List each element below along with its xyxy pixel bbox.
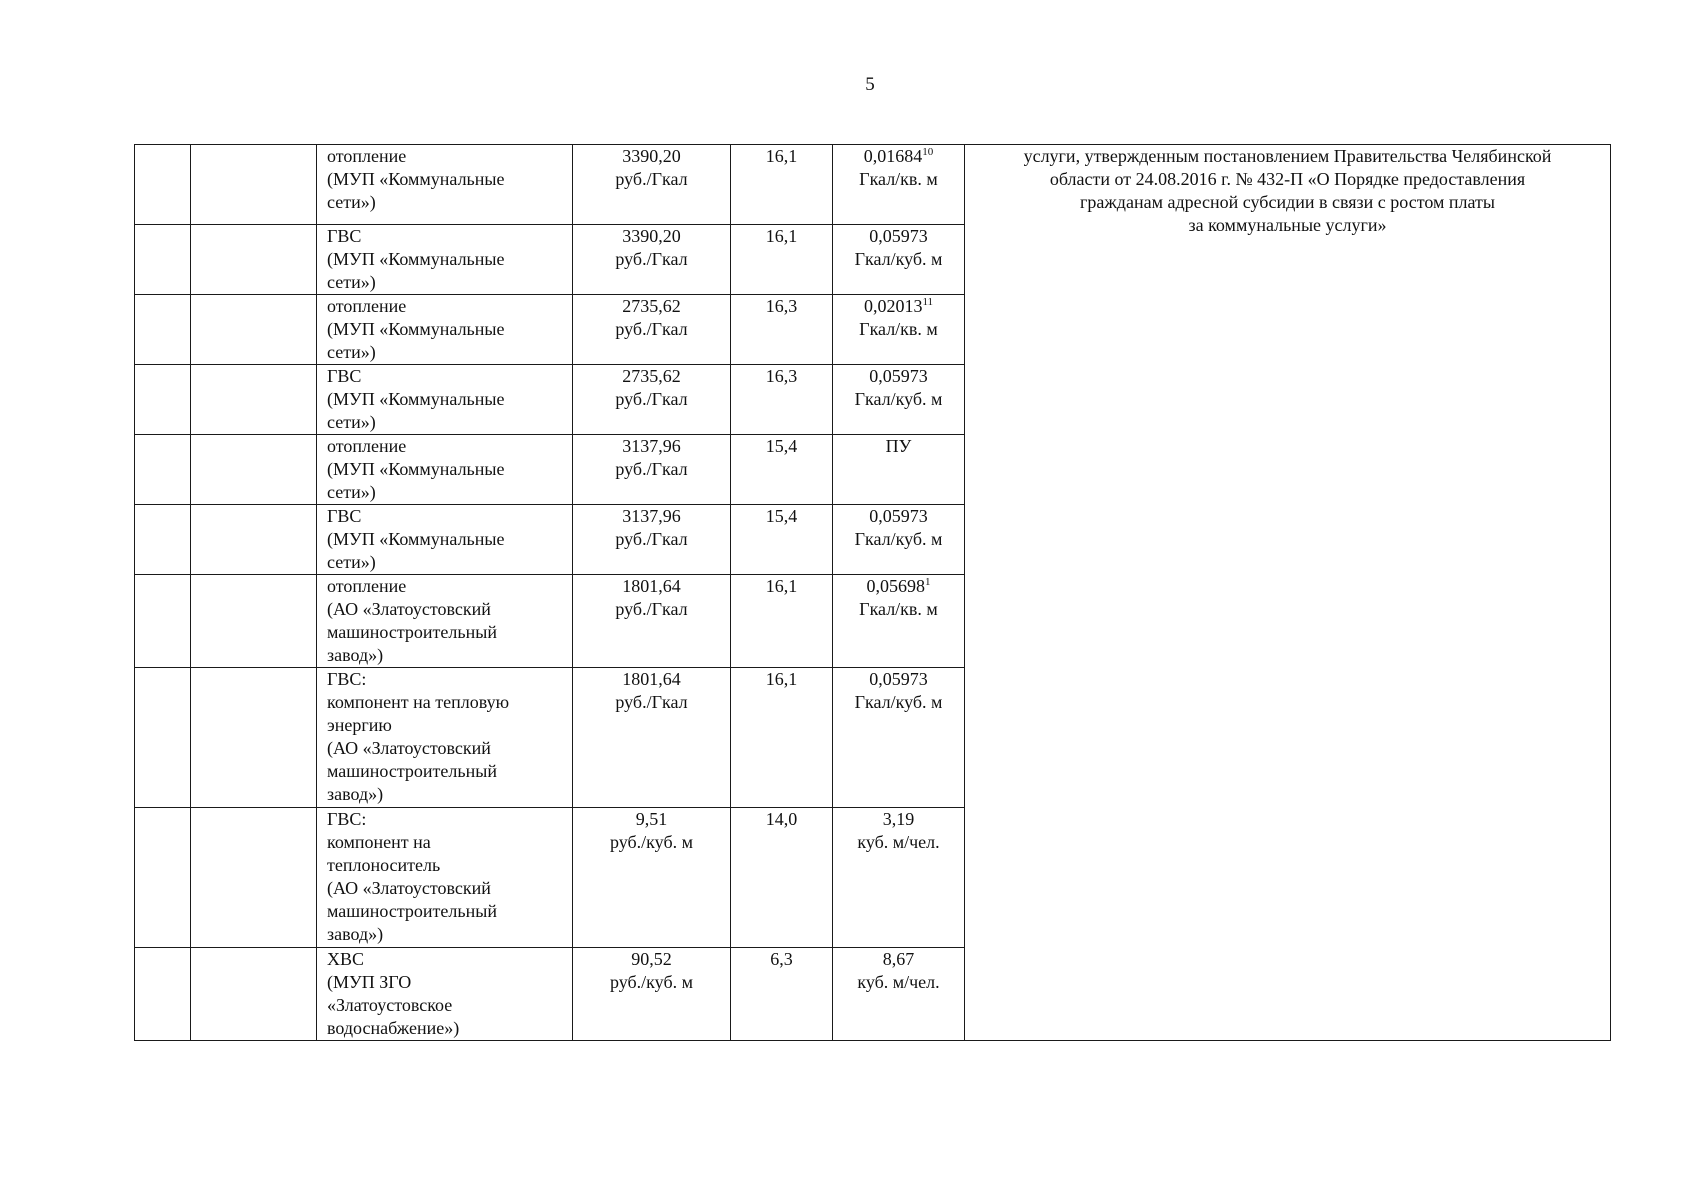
norm-value: 0,05973: [869, 669, 928, 689]
service-line: отопление: [327, 576, 407, 596]
service-line: сети»): [327, 552, 376, 572]
norm-unit: Гкал/кв. м: [859, 169, 938, 189]
growth-percent-cell: [731, 225, 833, 295]
tariff-cell: [573, 365, 731, 435]
empty-municipality-cell: [191, 505, 317, 575]
norm-unit: Гкал/куб. м: [854, 529, 943, 549]
service-cell: [317, 365, 573, 435]
tariff-cell: [573, 505, 731, 575]
footnote-marker: 11: [922, 296, 934, 308]
tariff-unit: руб./Гкал: [615, 529, 688, 549]
service-line: ГВС:: [327, 669, 367, 689]
growth-percent-value: 15,4: [765, 436, 798, 456]
empty-municipality-cell: [191, 668, 317, 808]
norm-value: 0,05973: [869, 506, 928, 526]
service-line: ГВС: [327, 366, 362, 386]
growth-percent-cell: [731, 505, 833, 575]
growth-percent-value: 6,3: [770, 949, 793, 969]
growth-percent-value: 16,1: [765, 669, 798, 689]
empty-municipality-cell: [191, 808, 317, 948]
norm-value-line: [833, 505, 964, 528]
growth-percent-value: 16,1: [765, 226, 798, 246]
service-line: машиностроительный: [327, 761, 497, 781]
service-line: отопление: [327, 296, 407, 316]
growth-percent-cell: [731, 668, 833, 808]
norm-value: 0,05973: [869, 226, 928, 246]
service-line: сети»): [327, 342, 376, 362]
norm-cell: [833, 948, 965, 1041]
service-line: сети»): [327, 482, 376, 502]
tariff-value: 2735,62: [622, 296, 681, 316]
tariff-unit: руб./Гкал: [615, 169, 688, 189]
note-cell: [965, 145, 1611, 1041]
norm-cell: [833, 295, 965, 365]
empty-municipality-cell: [191, 575, 317, 668]
service-line: (МУП «Коммунальные: [327, 319, 505, 339]
growth-percent-cell: [731, 365, 833, 435]
tariff-cell: [573, 435, 731, 505]
note-line: за коммунальные услуги»: [1188, 215, 1387, 235]
norm-value-line: [833, 808, 964, 831]
service-line: (АО «Златоустовский: [327, 599, 491, 619]
growth-percent-cell: [731, 948, 833, 1041]
service-line: (МУП ЗГО: [327, 972, 412, 992]
norm-value-line: [833, 295, 964, 318]
service-line: машиностроительный: [327, 901, 497, 921]
service-line: ГВС:: [327, 809, 367, 829]
service-cell: [317, 145, 573, 225]
norm-value-line: [833, 575, 964, 598]
service-line: сети»): [327, 272, 376, 292]
norm-cell: [833, 435, 965, 505]
growth-percent-cell: [731, 575, 833, 668]
service-line: завод»): [327, 645, 384, 665]
service-line: отопление: [327, 436, 407, 456]
tariff-cell: [573, 668, 731, 808]
service-cell: [317, 668, 573, 808]
norm-cell: [833, 668, 965, 808]
norm-value: 3,19: [882, 809, 915, 829]
note-line: услуги, утвержденным постановлением Правительства Челябинской: [1023, 146, 1552, 166]
note-line: гражданам адресной субсидии в связи с ростом платы: [1079, 192, 1495, 212]
norm-value-line: [833, 948, 964, 971]
tariff-unit: руб./куб. м: [610, 972, 693, 992]
growth-percent-value: 16,1: [765, 576, 798, 596]
growth-percent-cell: [731, 145, 833, 225]
service-line: завод»): [327, 924, 384, 944]
empty-municipality-cell: [191, 435, 317, 505]
tariff-value: 3137,96: [622, 436, 681, 456]
service-line: «Златоустовское: [327, 995, 453, 1015]
page-number: 5: [865, 74, 875, 95]
norm-value: 0,05698: [866, 576, 925, 596]
tariff-cell: [573, 948, 731, 1041]
tariff-value: 3137,96: [622, 506, 681, 526]
empty-municipality-cell: [191, 948, 317, 1041]
empty-municipality-cell: [191, 225, 317, 295]
empty-number-cell: [135, 505, 191, 575]
tariff-unit: руб./Гкал: [615, 459, 688, 479]
growth-percent-cell: [731, 435, 833, 505]
empty-number-cell: [135, 948, 191, 1041]
service-line: (МУП «Коммунальные: [327, 529, 505, 549]
service-cell: [317, 808, 573, 948]
tariff-value: 3390,20: [622, 226, 681, 246]
tariff-value: 1801,64: [622, 669, 681, 689]
norm-value: 0,05973: [869, 366, 928, 386]
tariff-unit: руб./Гкал: [615, 599, 688, 619]
empty-municipality-cell: [191, 145, 317, 225]
empty-municipality-cell: [191, 295, 317, 365]
footnote-marker: 10: [922, 146, 934, 158]
norm-value: 8,67: [882, 949, 915, 969]
service-line: сети»): [327, 192, 376, 212]
growth-percent-value: 16,3: [765, 366, 798, 386]
norm-cell: [833, 365, 965, 435]
service-line: завод»): [327, 784, 384, 804]
norm-value: 0,01684: [863, 146, 923, 166]
empty-number-cell: [135, 145, 191, 225]
tariff-value: 1801,64: [622, 576, 681, 596]
norm-value-line: [833, 435, 964, 458]
norm-cell: [833, 808, 965, 948]
norm-cell: [833, 505, 965, 575]
norm-unit: Гкал/кв. м: [859, 599, 938, 619]
service-cell: [317, 948, 573, 1041]
service-line: ХВС: [327, 949, 365, 969]
tariff-unit: руб./Гкал: [615, 692, 688, 712]
norm-unit: Гкал/куб. м: [854, 389, 943, 409]
service-line: энергию: [327, 715, 392, 735]
service-line: машиностроительный: [327, 622, 497, 642]
norm-value-line: [833, 145, 964, 168]
norm-unit: куб. м/чел.: [857, 832, 940, 852]
service-cell: [317, 505, 573, 575]
norm-value-line: [833, 668, 964, 691]
empty-number-cell: [135, 365, 191, 435]
tariff-value: 2735,62: [622, 366, 681, 386]
table-row: [135, 145, 1611, 225]
tariff-value: 90,52: [631, 949, 672, 969]
empty-number-cell: [135, 435, 191, 505]
growth-percent-value: 14,0: [765, 809, 798, 829]
empty-number-cell: [135, 225, 191, 295]
note-line: области от 24.08.2016 г. № 432-П «О Порядке предоставления: [1049, 169, 1526, 189]
service-line: (АО «Златоустовский: [327, 878, 491, 898]
tariff-unit: руб./Гкал: [615, 389, 688, 409]
service-cell: [317, 295, 573, 365]
norm-value-line: [833, 225, 964, 248]
service-line: теплоноситель: [327, 855, 441, 875]
service-line: водоснабжение»): [327, 1018, 460, 1038]
norm-unit: куб. м/чел.: [857, 972, 940, 992]
service-line: отопление: [327, 146, 407, 166]
norm-cell: [833, 225, 965, 295]
empty-number-cell: [135, 295, 191, 365]
empty-number-cell: [135, 808, 191, 948]
service-line: сети»): [327, 412, 376, 432]
service-line: (МУП «Коммунальные: [327, 459, 505, 479]
growth-percent-cell: [731, 808, 833, 948]
growth-percent-cell: [731, 295, 833, 365]
tariff-value: 3390,20: [622, 146, 681, 166]
norm-value: 0,02013: [863, 296, 923, 316]
service-cell: [317, 225, 573, 295]
service-line: (МУП «Коммунальные: [327, 169, 505, 189]
tariff-cell: [573, 575, 731, 668]
service-cell: [317, 575, 573, 668]
norm-cell: [833, 145, 965, 225]
growth-percent-value: 16,1: [765, 146, 798, 166]
tariff-unit: руб./Гкал: [615, 319, 688, 339]
norm-cell: [833, 575, 965, 668]
tariff-cell: [573, 225, 731, 295]
norm-unit: Гкал/кв. м: [859, 319, 938, 339]
tariff-table: [134, 144, 1611, 1041]
service-line: компонент на тепловую: [327, 692, 510, 712]
norm-value-line: [833, 365, 964, 388]
service-line: ГВС: [327, 506, 362, 526]
norm-unit: Гкал/куб. м: [854, 249, 943, 269]
service-cell: [317, 435, 573, 505]
growth-percent-value: 15,4: [765, 506, 798, 526]
norm-value: ПУ: [885, 436, 912, 456]
footnote-marker: 1: [925, 576, 931, 588]
tariff-unit: руб./Гкал: [615, 249, 688, 269]
tariff-cell: [573, 808, 731, 948]
service-line: (МУП «Коммунальные: [327, 249, 505, 269]
empty-number-cell: [135, 668, 191, 808]
empty-municipality-cell: [191, 365, 317, 435]
growth-percent-value: 16,3: [765, 296, 798, 316]
tariff-cell: [573, 145, 731, 225]
service-line: (МУП «Коммунальные: [327, 389, 505, 409]
service-line: компонент на: [327, 832, 431, 852]
norm-unit: Гкал/куб. м: [854, 692, 943, 712]
empty-number-cell: [135, 575, 191, 668]
service-line: ГВС: [327, 226, 362, 246]
tariff-value: 9,51: [635, 809, 668, 829]
service-line: (АО «Златоустовский: [327, 738, 491, 758]
tariff-unit: руб./куб. м: [610, 832, 693, 852]
tariff-cell: [573, 295, 731, 365]
